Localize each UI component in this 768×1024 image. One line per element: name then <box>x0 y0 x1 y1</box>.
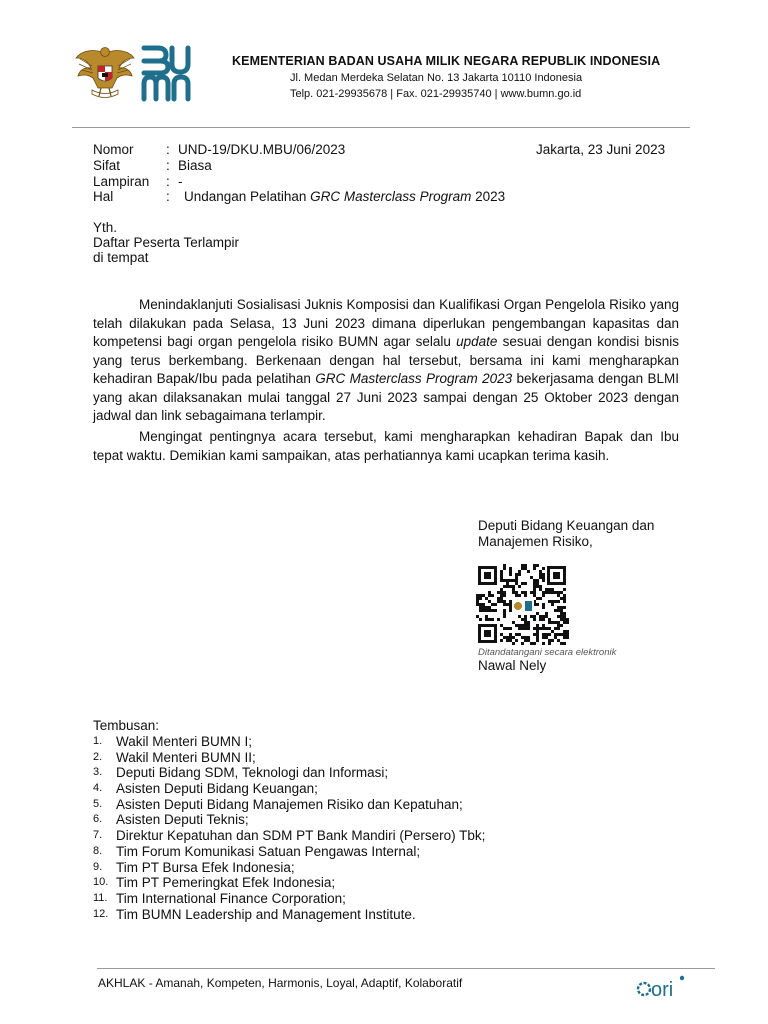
subject-text: Undangan Pelatihan <box>184 189 311 204</box>
list-number: 1. <box>93 735 103 747</box>
list-item <box>93 765 485 781</box>
meta-label-nomor: Nomor <box>93 142 134 157</box>
body-text: sesuai dengan kondisi bisnis yang terus berkembang. Berkenaan dengan hal tersebut, bersama ini kami mengharapkan kehadiran Bapak/Ibu pada pelatihan <box>93 334 679 386</box>
list-text: Wakil Menteri BUMN I; <box>116 734 253 749</box>
svg-text:ori: ori <box>651 979 674 1001</box>
list-number: 5. <box>93 797 103 810</box>
list-item <box>93 797 485 813</box>
list-text: Tim PT Pemeringkat Efek Indonesia; <box>116 875 336 891</box>
list-number: 2. <box>93 750 103 763</box>
list-number: 9. <box>93 860 103 873</box>
letter-attachment: - <box>178 174 183 189</box>
subject-year: 2023 <box>471 189 506 204</box>
list-item <box>93 875 485 891</box>
tembusan-title: Tembusan: <box>93 718 160 733</box>
e-signature-note: Ditandatangani secara elektronik <box>478 647 617 658</box>
body-text: Menindaklanjuti Sosialisasi Juknis Komposisi dan Kualifikasi Organ Pengelola Risiko yang telah dilakukan pada Selasa, 13 Juni 2023 dimana diperlukan pengembangan kapasitas dan kompetensi bagi organ pengelola risiko BUMN agar selalu <box>93 297 679 349</box>
list-number: 10. <box>93 876 109 889</box>
signatory-title-line2: Manajemen Risiko, <box>478 534 593 549</box>
list-text: Tim BUMN Leadership and Management Institute. <box>116 906 416 922</box>
list-text: Tim PT Bursa Efek Indonesia; <box>116 859 295 875</box>
meta-colon: : <box>166 142 170 157</box>
ministry-contact: Telp. 021-29935678 | Fax. 021-29935740 | www.bumn.go.id <box>290 88 582 100</box>
meta-label-hal: Hal <box>93 189 114 204</box>
list-text: Direktur Kepatuhan dan SDM PT Bank Mandiri (Persero) Tbk; <box>116 828 486 844</box>
meta-colon: : <box>166 158 170 173</box>
meta-label-sifat: Sifat <box>93 158 121 173</box>
qr-code-signature <box>476 564 569 646</box>
body-italic-term: update <box>456 334 498 349</box>
body-text: bekerjasama dengan BLMI yang akan dilaksanakan mulai tanggal 27 Juni 2023 sampai dengan 25 Oktober 2023 dengan jadwal dan link sebagaimana terlampir. <box>93 371 679 423</box>
list-text: Asisten Deputi Bidang Keuangan; <box>116 781 318 797</box>
list-number: 11. <box>93 891 108 904</box>
body-paragraph-2: Mengingat pentingnya acara tersebut, kami mengharapkan kehadiran Bapak dan Ibu tepat waktu. Demikian kami sampaikan, atas perhatiannya kami ucapkan terima kasih. <box>93 429 679 463</box>
ministry-address: Jl. Medan Merdeka Selatan No. 13 Jakarta 10110 Indonesia <box>290 72 583 84</box>
list-item <box>93 781 485 797</box>
list-text: Asisten Deputi Bidang Manajemen Risiko dan Kepatuhan; <box>116 796 463 812</box>
signatory-name: Nawal Nely <box>478 658 547 673</box>
meta-colon: : <box>166 189 170 204</box>
list-number: 6. <box>93 813 103 826</box>
header-divider <box>72 127 690 128</box>
list-item <box>93 844 485 860</box>
signatory-title-line1: Deputi Bidang Keuangan dan <box>478 518 655 533</box>
list-item <box>93 828 485 844</box>
letter-nature: Biasa <box>178 158 212 173</box>
list-number: 4. <box>93 782 103 795</box>
list-item <box>93 750 485 766</box>
list-item <box>93 734 485 750</box>
subject-program-name: GRC Masterclass Program <box>310 189 472 204</box>
ministry-name: KEMENTERIAN BADAN USAHA MILIK NEGARA REPUBLIK INDONESIA <box>232 54 661 68</box>
garuda-pancasila-emblem <box>74 44 136 104</box>
recipient-salutation: Yth. <box>93 220 118 235</box>
body-paragraph-1 <box>93 296 679 426</box>
meta-label-lampiran: Lampiran <box>93 174 150 189</box>
letter-number: UND-19/DKU.MBU/06/2023 <box>178 142 346 157</box>
list-item <box>93 812 485 828</box>
list-number: 12. <box>93 907 109 920</box>
akhlak-values: AKHLAK - Amanah, Kompeten, Harmonis, Loyal, Adaptif, Kolaboratif <box>98 976 463 990</box>
ori-badge-icon <box>636 972 688 1002</box>
list-text: Deputi Bidang SDM, Teknologi dan Informasi; <box>116 765 389 781</box>
letter-subject <box>184 189 505 205</box>
list-item <box>93 860 485 876</box>
list-item <box>93 907 485 923</box>
list-text: Tim International Finance Corporation; <box>116 890 346 906</box>
list-text: Tim Forum Komunikasi Satuan Pengawas Internal; <box>116 843 421 859</box>
recipient-name: Daftar Peserta Terlampir <box>93 235 240 250</box>
list-number: 8. <box>93 844 103 857</box>
recipient-location: di tempat <box>93 250 149 265</box>
bumn-logo <box>140 44 192 102</box>
letter-date: Jakarta, 23 Juni 2023 <box>536 142 666 157</box>
meta-colon: : <box>166 174 170 189</box>
list-number: 3. <box>93 766 103 779</box>
tembusan-list <box>93 734 485 922</box>
body-program-name: GRC Masterclass Program 2023 <box>315 371 513 386</box>
list-text: Wakil Menteri BUMN II; <box>116 749 256 765</box>
list-item <box>93 891 485 907</box>
list-number: 7. <box>93 829 103 842</box>
list-text: Asisten Deputi Teknis; <box>116 812 249 828</box>
footer-divider <box>97 968 715 969</box>
